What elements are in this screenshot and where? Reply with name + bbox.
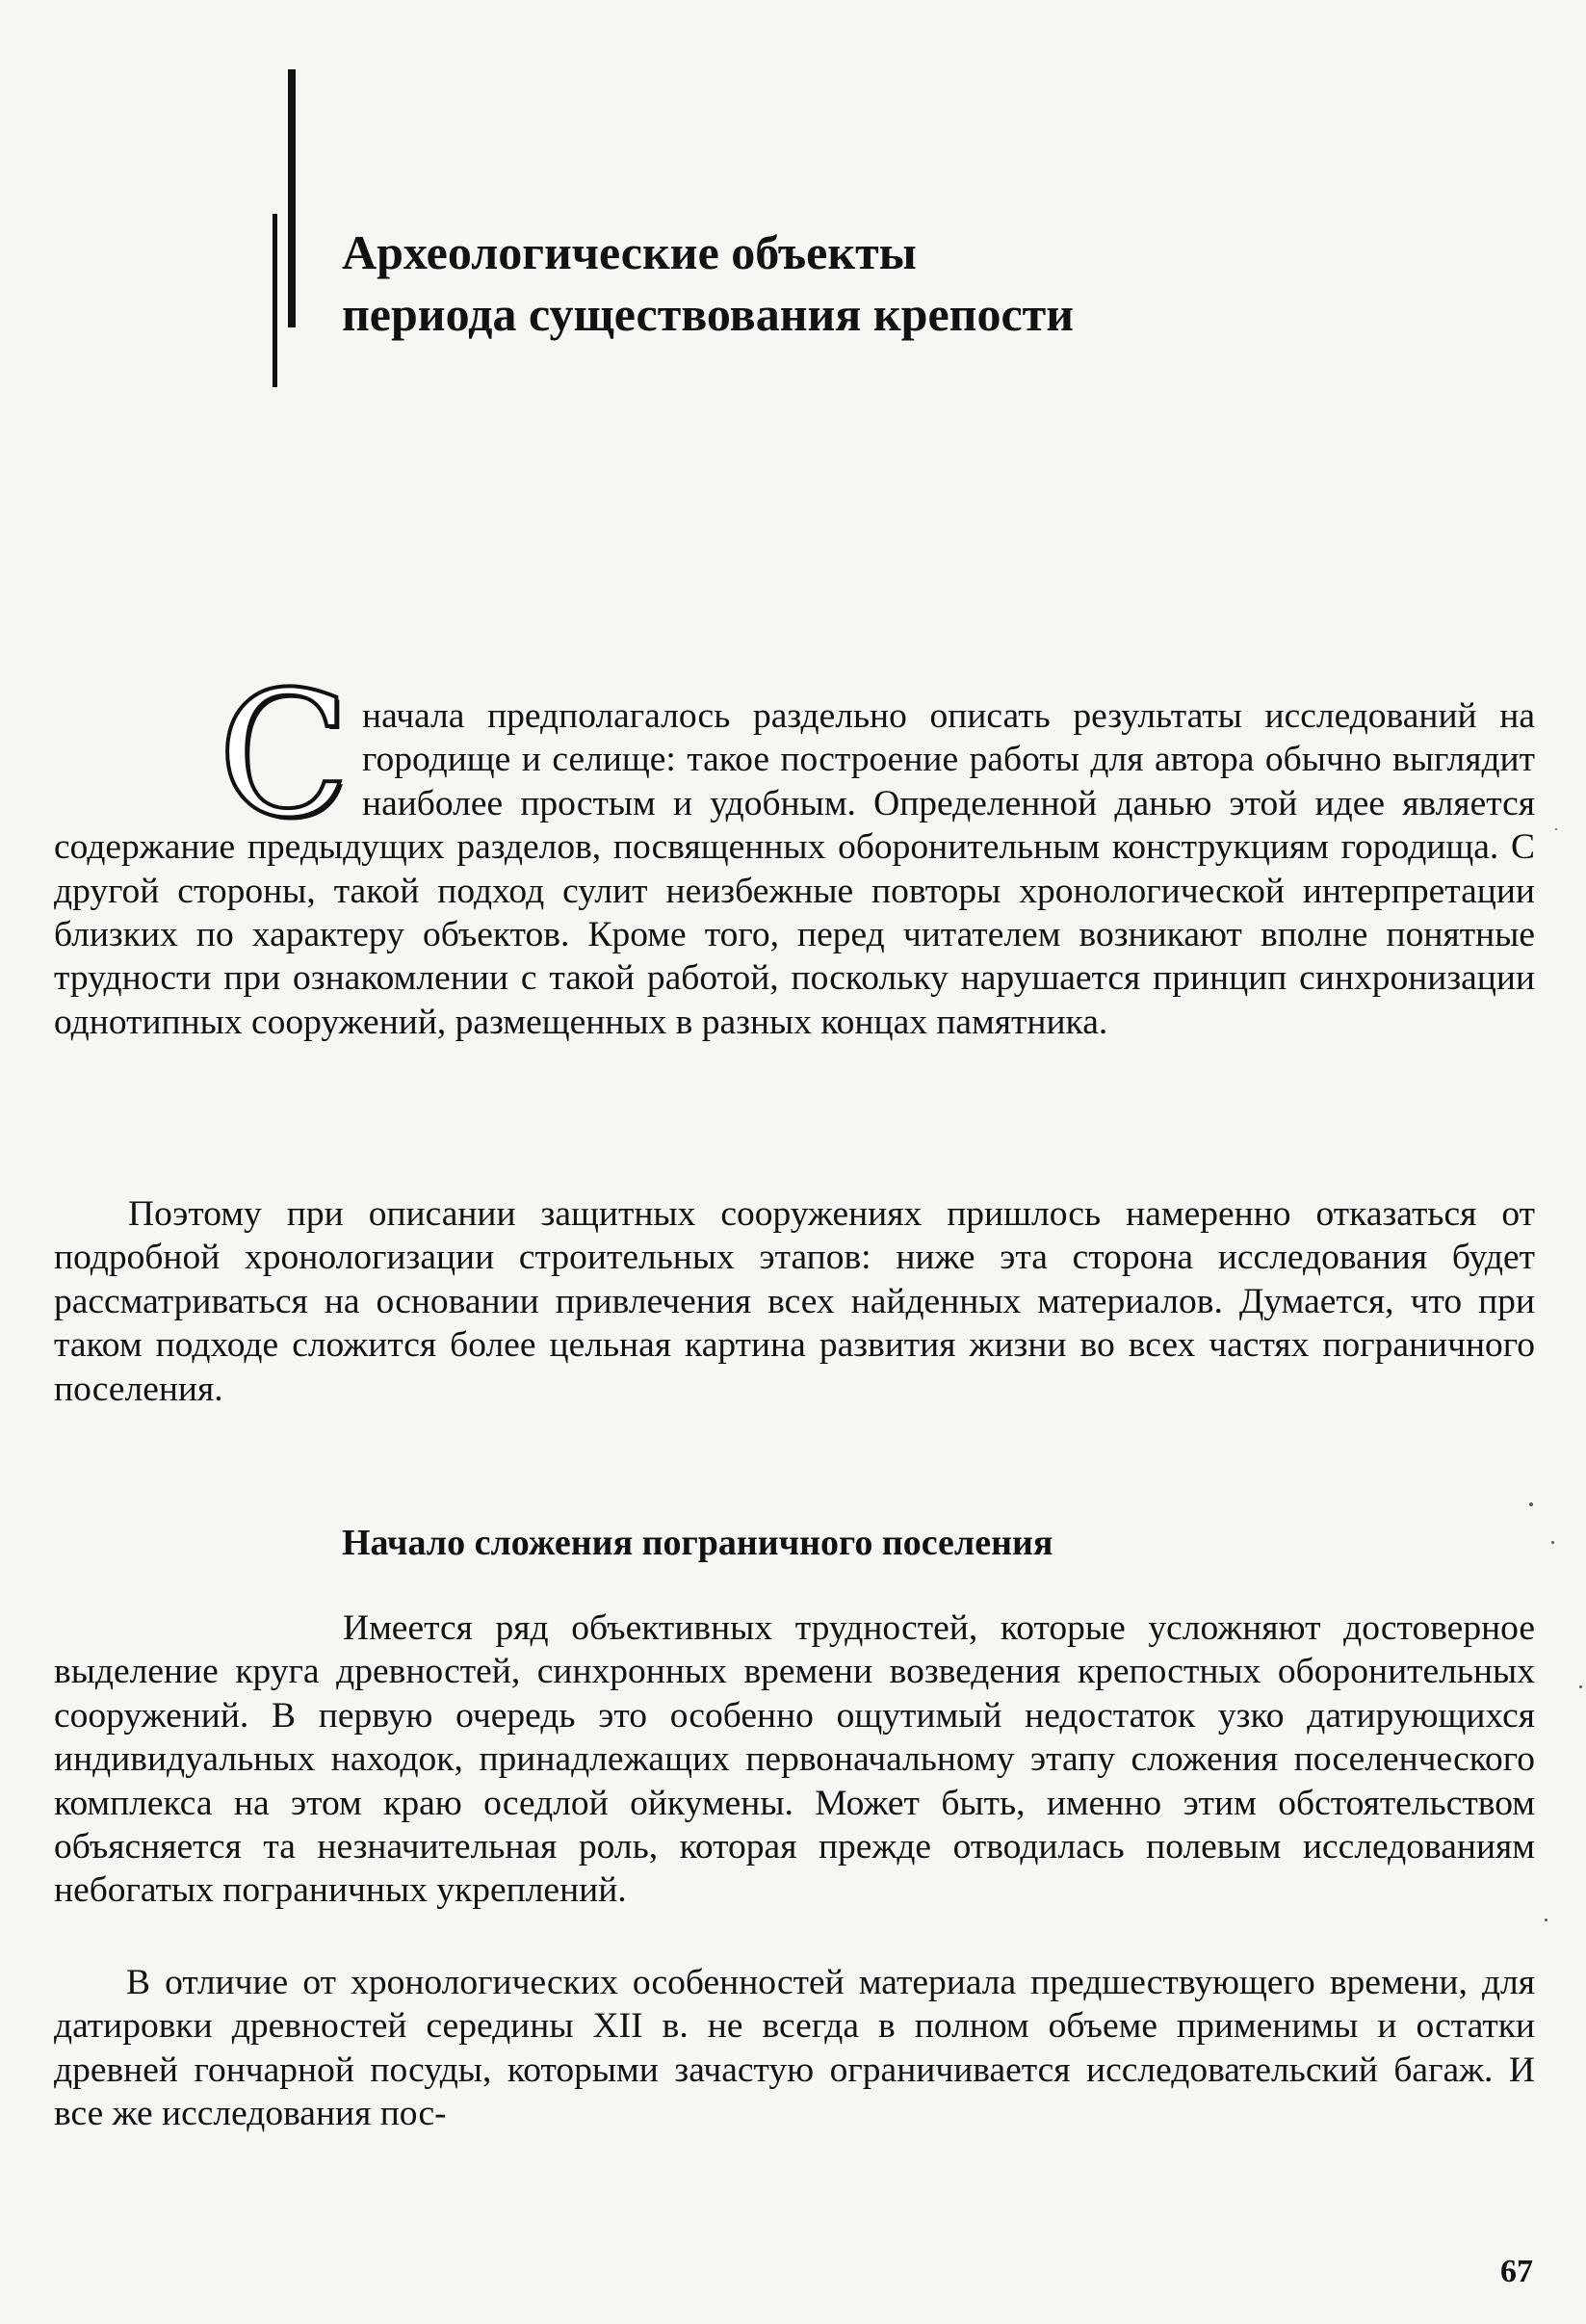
paragraph-1-text: начала предполагалось раздельно описать результаты исследований на городище и селище: такое построение работы для автора обычно выглядит наиболее простым и удобным. Определенной данью этой идее является содержание предыдущих разделов, посвященных оборонительным конструкциям городища. С другой стороны, такой подход сулит неизбежные повторы хронологической интерпретации близких по характеру объектов. Кроме того, перед читателем возникают вполне понятные трудности при ознакомлении с такой работой, поскольку нарушается принцип синхронизации однотипных сооружений, размещенных в разных концах памятника. — [54, 696, 1535, 1042]
chapter-title-line-1: Археологические объекты — [342, 225, 917, 279]
chapter-rule-thick — [288, 69, 296, 327]
scan-speck — [1545, 1919, 1547, 1921]
paragraph-2: Поэтому при описании защитных сооружениях пришлось намеренно отказаться от подробной хронологизации строительных этапов: ниже эта сторона исследования будет рассматриваться на основании привлечения всех найденных материалов. Думается, что при таком подходе сложится более цельная картина развития жизни во всех частях пограничного поселения. — [54, 1194, 1535, 1409]
scan-speck — [1555, 828, 1557, 830]
chapter-vertical-rules — [271, 69, 299, 327]
scan-speck — [1579, 1685, 1582, 1688]
chapter-rule-thin — [273, 214, 277, 387]
paragraph-1 — [54, 655, 1535, 1044]
section-title: Начало сложения пограничного поселения — [342, 1523, 1053, 1563]
chapter-title — [342, 222, 1305, 345]
drop-cap-box — [218, 655, 351, 856]
scan-speck — [1529, 1502, 1533, 1506]
paragraph-3: Имеется ряд объективных трудностей, которые усложняют достоверное выделение круга древностей, синхронных времени возведения крепостных оборонительных сооружений. В первую очередь это особенно ощутимый недостаток узко датирующихся индивидуальных находок, принадлежащих первоначальному этапу сложения поселенческого комплекса на этом краю оседлой ойкумены. Может быть, именно этим обстоятельством объясняется та незначительная роль, которая прежде отводилась полевым исследованиям небогатых пограничных укреплений. — [54, 1608, 1535, 1911]
paragraph-4: В отличие от хронологических особенностей материала предшествующего времени, для датировки древностей середины XII в. не всегда в полном объеме применимы и остатки древней гончарной посуды, которыми зачастую ограничивается исследовательский багаж. И все же исследования пос- — [54, 1963, 1535, 2134]
page-number: 67 — [1500, 2254, 1533, 2289]
drop-cap-letter: С — [218, 655, 351, 856]
chapter-title-line-2: периода существования крепости — [342, 287, 1075, 341]
scan-speck — [1551, 1541, 1554, 1544]
